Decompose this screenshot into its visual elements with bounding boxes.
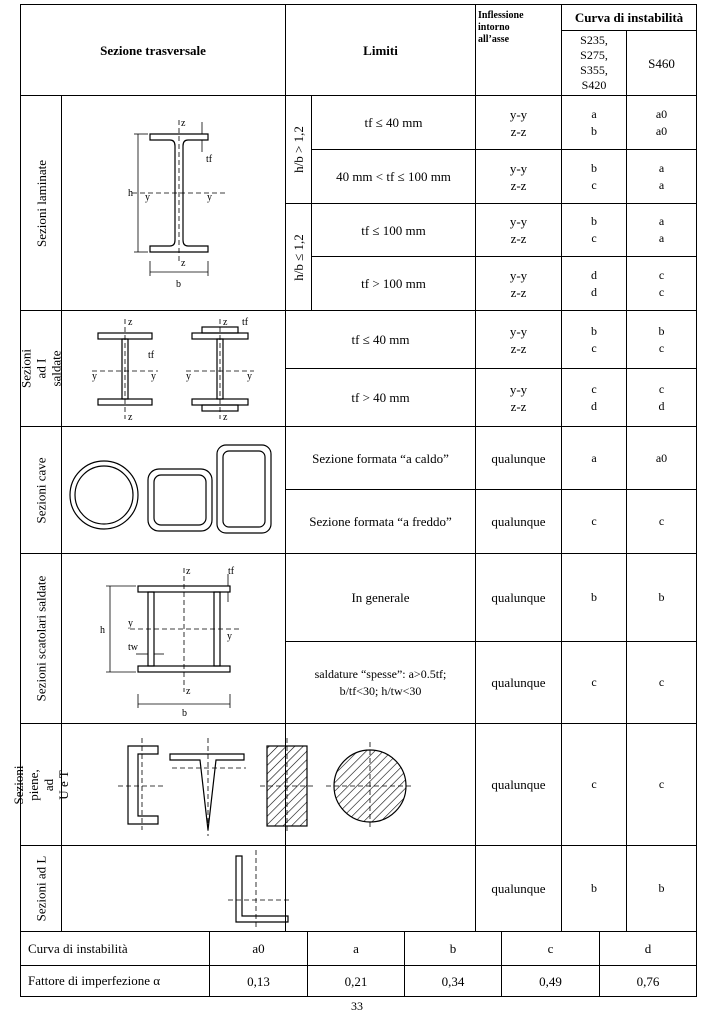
curve-cell: b	[591, 590, 597, 604]
limit-cell: 40 mm < tf ≤ 100 mm	[336, 169, 451, 184]
curve-s460-cell: b	[658, 881, 665, 895]
label-y: y	[227, 631, 232, 642]
solid-u-t-sections-figure	[62, 724, 285, 845]
limit-cell: tf > 40 mm	[351, 390, 410, 405]
axes-cell: y-y z-z	[509, 160, 528, 193]
curve-s460-cell: b	[658, 590, 665, 604]
group-scatolari: Sezioni scatolari saldate	[33, 575, 49, 702]
rolled-i-section-figure	[62, 96, 285, 310]
axes-cell: qualunque	[491, 777, 546, 792]
ratio-le: h/b ≤ 1,2	[291, 233, 306, 281]
curve-s460-cell: c	[658, 514, 665, 528]
curve-cell: c	[591, 514, 597, 528]
label-y: y	[186, 371, 191, 382]
curve-s460-cell: c c	[658, 267, 665, 299]
curve-cell: c	[591, 777, 597, 791]
label-z: z	[223, 412, 228, 423]
footer-curve-cell: a	[353, 941, 359, 956]
curve-cell: a	[591, 450, 597, 465]
header-steel-group: S235, S275, S355, S420	[580, 33, 608, 92]
label-b: b	[176, 279, 181, 290]
curve-s460-cell: a a	[658, 160, 665, 192]
label-h: h	[128, 188, 133, 199]
curve-cell: d d	[591, 267, 597, 299]
hollow-sections-figure	[62, 427, 285, 553]
footer-factor-label: Fattore di imperfezione α	[28, 973, 161, 988]
label-z: z	[186, 686, 191, 697]
label-y: y	[145, 192, 150, 203]
axes-cell: qualunque	[491, 881, 546, 896]
label-z: z	[181, 258, 186, 269]
footer-factor-cell: 0,21	[344, 973, 368, 989]
axes-cell: qualunque	[491, 450, 546, 466]
curve-s460-cell: c	[658, 777, 665, 791]
label-tf: tf	[206, 154, 213, 165]
curve-cell: b	[591, 881, 597, 895]
label-b: b	[182, 708, 187, 719]
limit-cell: saldature “spesse”: a>0.5tf; b/tf<30; h/tw<30	[314, 666, 447, 698]
curve-cell: b c	[591, 160, 597, 192]
label-y: y	[151, 371, 156, 382]
axes-cell: qualunque	[491, 675, 546, 690]
curve-s460-cell: a0 a0	[655, 106, 668, 138]
curve-cell: c d	[591, 381, 597, 413]
footer-curve-cell: b	[449, 941, 457, 956]
footer-curve-cell: a0	[252, 941, 265, 956]
curve-s460-cell: b c	[658, 323, 665, 355]
curve-cell: c	[591, 675, 597, 689]
curve-cell: b c	[591, 214, 597, 245]
footer-curve-cell: d	[644, 941, 652, 956]
axes-cell: y-y z-z	[509, 214, 528, 246]
curve-s460-cell: a0	[655, 450, 668, 465]
group-cave: Sezioni cave	[33, 456, 49, 524]
limit-cell: In generale	[351, 590, 410, 605]
curve-cell: b c	[591, 323, 597, 355]
axes-cell: y-y z-z	[509, 323, 528, 356]
label-y: y	[247, 371, 252, 382]
curve-cell: a b	[591, 106, 597, 138]
box-section-figure	[62, 554, 285, 723]
axes-cell: qualunque	[491, 514, 546, 529]
group-laminate: Sezioni laminate	[33, 159, 49, 247]
axes-cell: y-y z-z	[509, 106, 528, 139]
group-l: Sezioni ad L	[33, 855, 49, 922]
limit-cell: tf > 100 mm	[361, 276, 426, 291]
header-s460: S460	[648, 55, 675, 71]
footer-curve-label: Curva di instabilità	[28, 940, 128, 956]
label-tf: tf	[148, 350, 155, 361]
limit-cell: Sezione formata “a freddo”	[309, 514, 452, 529]
curve-s460-cell: a a	[658, 214, 665, 245]
limit-cell: tf ≤ 40 mm	[364, 115, 423, 130]
page-number: 33	[351, 999, 363, 1013]
header-inflessione: Inflessione intorno all’asse	[478, 10, 524, 45]
label-tw: tw	[128, 642, 138, 653]
header-sezione: Sezione trasversale	[100, 42, 206, 58]
curve-s460-cell: c	[658, 675, 665, 689]
axes-cell: qualunque	[491, 590, 546, 605]
limit-cell: tf ≤ 100 mm	[361, 222, 426, 238]
angle-section-figure	[62, 846, 285, 931]
curve-s460-cell: c d	[658, 381, 665, 413]
label-z: z	[186, 566, 191, 577]
footer-factor-cell: 0,13	[247, 973, 270, 989]
axes-cell: y-y z-z	[509, 381, 528, 414]
label-y: y	[92, 371, 97, 382]
label-tf: tf	[228, 566, 235, 577]
ratio-gt: h/b > 1,2	[291, 126, 307, 173]
group-piene: Sezioni piene, ad U e T	[11, 765, 71, 804]
limit-cell: Sezione formata “a caldo”	[312, 450, 449, 466]
limit-cell: tf ≤ 40 mm	[351, 332, 410, 347]
axes-cell: y-y z-z	[509, 267, 528, 300]
label-y: y	[128, 618, 133, 629]
label-h: h	[100, 625, 105, 636]
label-z: z	[128, 317, 133, 328]
footer-curve-cell: c	[547, 941, 554, 956]
header-curva: Curva di instabilità	[574, 10, 684, 25]
footer-factor-cell: 0,49	[539, 973, 562, 989]
welded-i-sections-figure	[62, 311, 285, 426]
label-z: z	[128, 412, 133, 423]
label-z: z	[181, 118, 186, 129]
footer-factor-cell: 0,76	[636, 973, 660, 989]
label-tf: tf	[242, 317, 249, 328]
footer-factor-cell: 0,34	[441, 973, 465, 989]
header-limiti: Limiti	[363, 42, 398, 58]
group-saldate-i: Sezioni ad I saldate	[18, 349, 64, 388]
label-y: y	[207, 192, 212, 203]
label-z: z	[223, 317, 228, 328]
